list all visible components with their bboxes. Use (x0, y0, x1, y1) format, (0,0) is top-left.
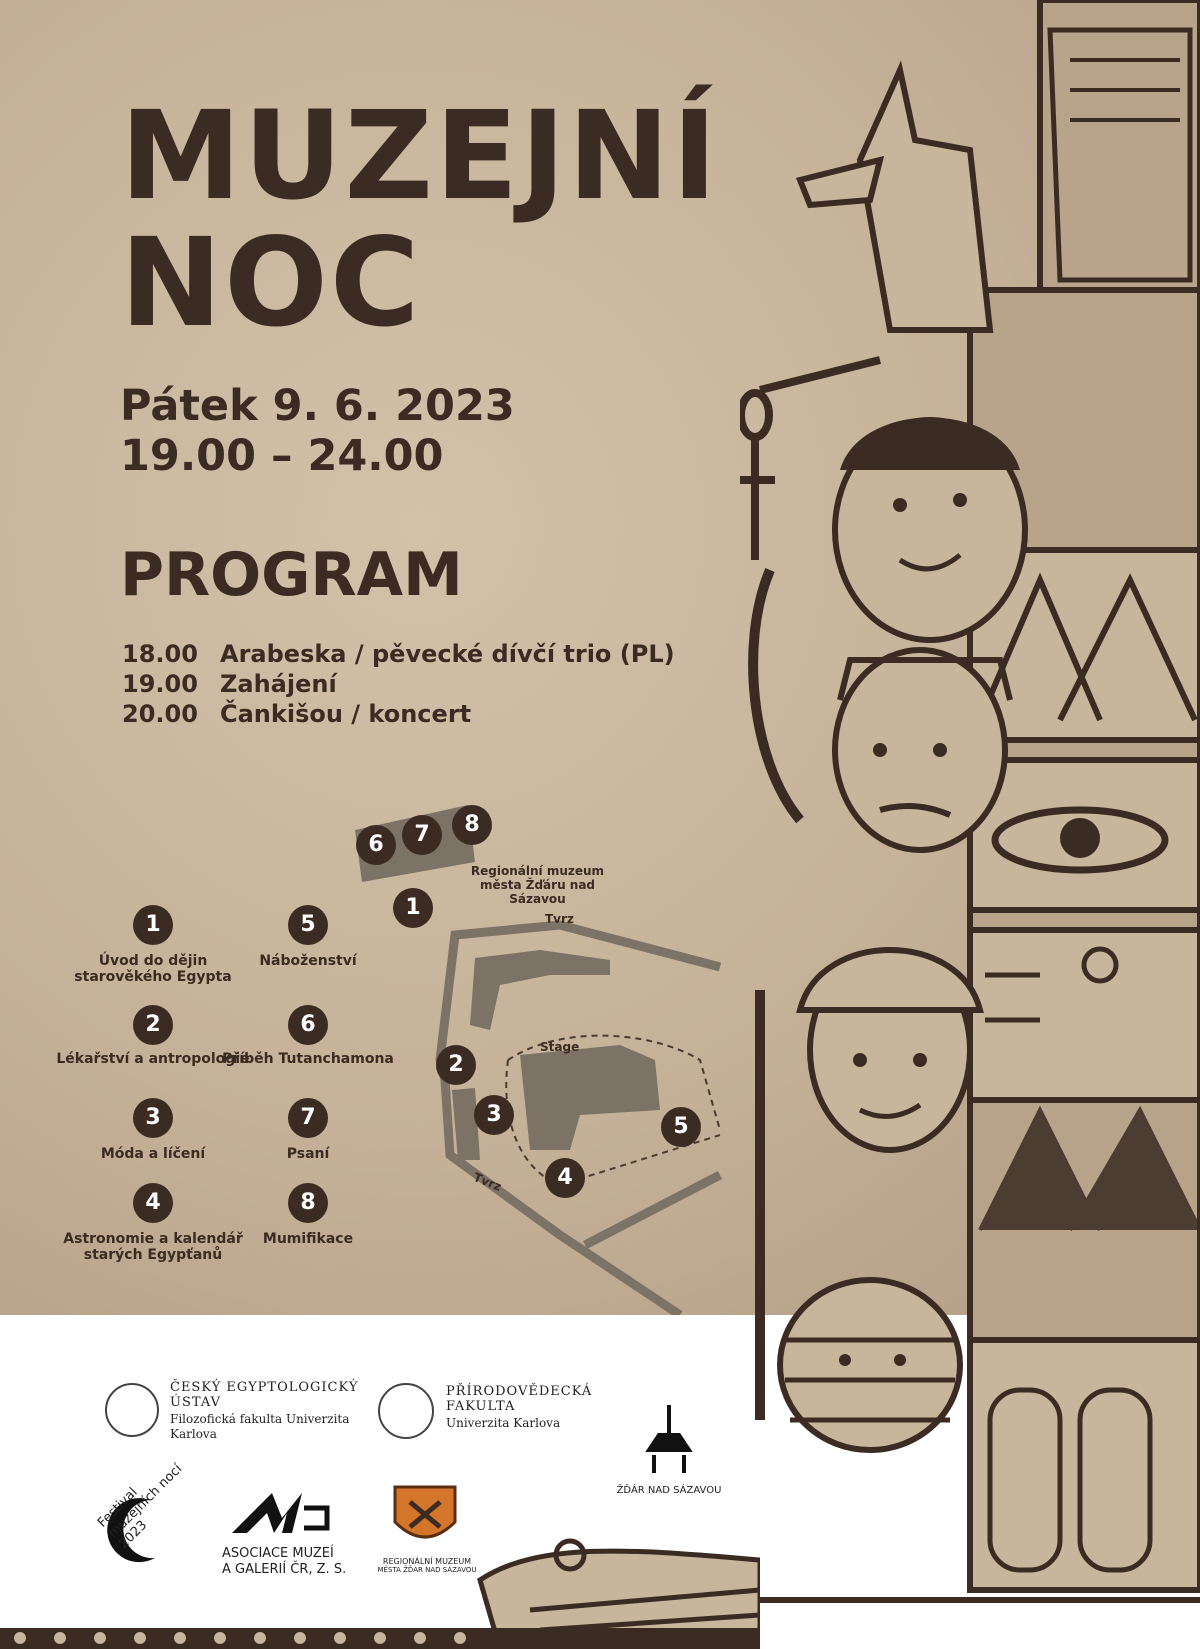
building-north (470, 950, 610, 1030)
program-text: Čankišou / koncert (220, 700, 472, 728)
legend-label: Astronomie a kalendář starých Egypťanů (63, 1231, 243, 1263)
program-time: 20.00 (122, 700, 198, 728)
legend-label: Lékařství a antropologie (56, 1051, 250, 1067)
museum-label: Regionální muzeum města Žďáru nad Sázavou (470, 864, 605, 906)
event-date: Pátek 9. 6. 2023 (120, 381, 515, 431)
event-time: 19.00 – 24.00 (120, 431, 444, 481)
map-marker: 2 (436, 1045, 476, 1085)
regional-museum-line1: REGIONÁLNÍ MUZEUM (382, 1557, 472, 1566)
legend-label: Úvod do dějin starověkého Egypta (74, 953, 232, 985)
legend-label: Příběh Tutanchamona (222, 1051, 394, 1067)
program-text: Zahájení (220, 670, 337, 698)
map-marker: 3 (474, 1095, 514, 1135)
egyptian-characters-illustration (740, 0, 1200, 1649)
title-line2: NOC (120, 212, 422, 354)
zdar-church-icon (634, 1405, 704, 1475)
legend-label: Náboženství (259, 953, 357, 969)
legend-label: Mumifikace (262, 1231, 354, 1247)
science-faculty-university: Univerzita Karlova (446, 1416, 561, 1430)
amg-logo (232, 1488, 332, 1538)
map-marker: 5 (661, 1107, 701, 1147)
zdar-town-name: ŽĎÁR NAD SÁZAVOU (616, 1485, 722, 1496)
tvrz-label: Tvrz (545, 912, 574, 926)
egyptology-institute-name: ČESKÝ EGYPTOLOGICKÝ ÚSTAV (170, 1380, 359, 1410)
regional-museum-crest-icon (385, 1482, 465, 1552)
legend-number: 1 (133, 905, 173, 945)
program-heading: PROGRAM (120, 540, 463, 610)
map-marker: 4 (545, 1158, 585, 1198)
legend-number: 3 (133, 1098, 173, 1138)
map-marker: 1 (393, 888, 433, 928)
map-marker: 6 (356, 825, 396, 865)
amg-line1: ASOCIACE MUZEÍ (222, 1546, 334, 1561)
legend-number: 6 (288, 1005, 328, 1045)
regional-museum-line2: MĚSTA ŽĎÁR NAD SÁZAVOU (377, 1566, 477, 1574)
title-line1: MUZEJNÍ (120, 85, 720, 227)
legend-number: 8 (288, 1183, 328, 1223)
program-time: 19.00 (122, 670, 198, 698)
map-marker: 7 (402, 815, 442, 855)
building-stage (520, 1045, 660, 1150)
legend-number: 7 (288, 1098, 328, 1138)
legend-number: 4 (133, 1183, 173, 1223)
road (585, 1175, 720, 1245)
legend-label: Psaní (286, 1146, 330, 1162)
legend-label: Móda a líčení (100, 1146, 206, 1162)
science-faculty-seal-icon (378, 1383, 434, 1439)
program-text: Arabeska / pěvecké dívčí trio (PL) (220, 640, 675, 668)
amg-line2: A GALERIÍ ČR, Z. S. (222, 1562, 347, 1577)
egyptology-seal-icon (105, 1383, 159, 1437)
stage-label: Stage (540, 1040, 580, 1054)
map-marker: 8 (452, 805, 492, 845)
tvrz-label: Tvrz (471, 1170, 504, 1194)
festival-name: Festival muzejních nocí 2023 (95, 1461, 186, 1552)
program-time: 18.00 (122, 640, 198, 668)
science-faculty-name: PŘÍRODOVĚDECKÁ FAKULTA (446, 1384, 593, 1414)
egyptology-faculty: Filozofická fakulta Univerzita Karlova (170, 1412, 350, 1441)
legend-number: 5 (288, 905, 328, 945)
legend-number: 2 (133, 1005, 173, 1045)
